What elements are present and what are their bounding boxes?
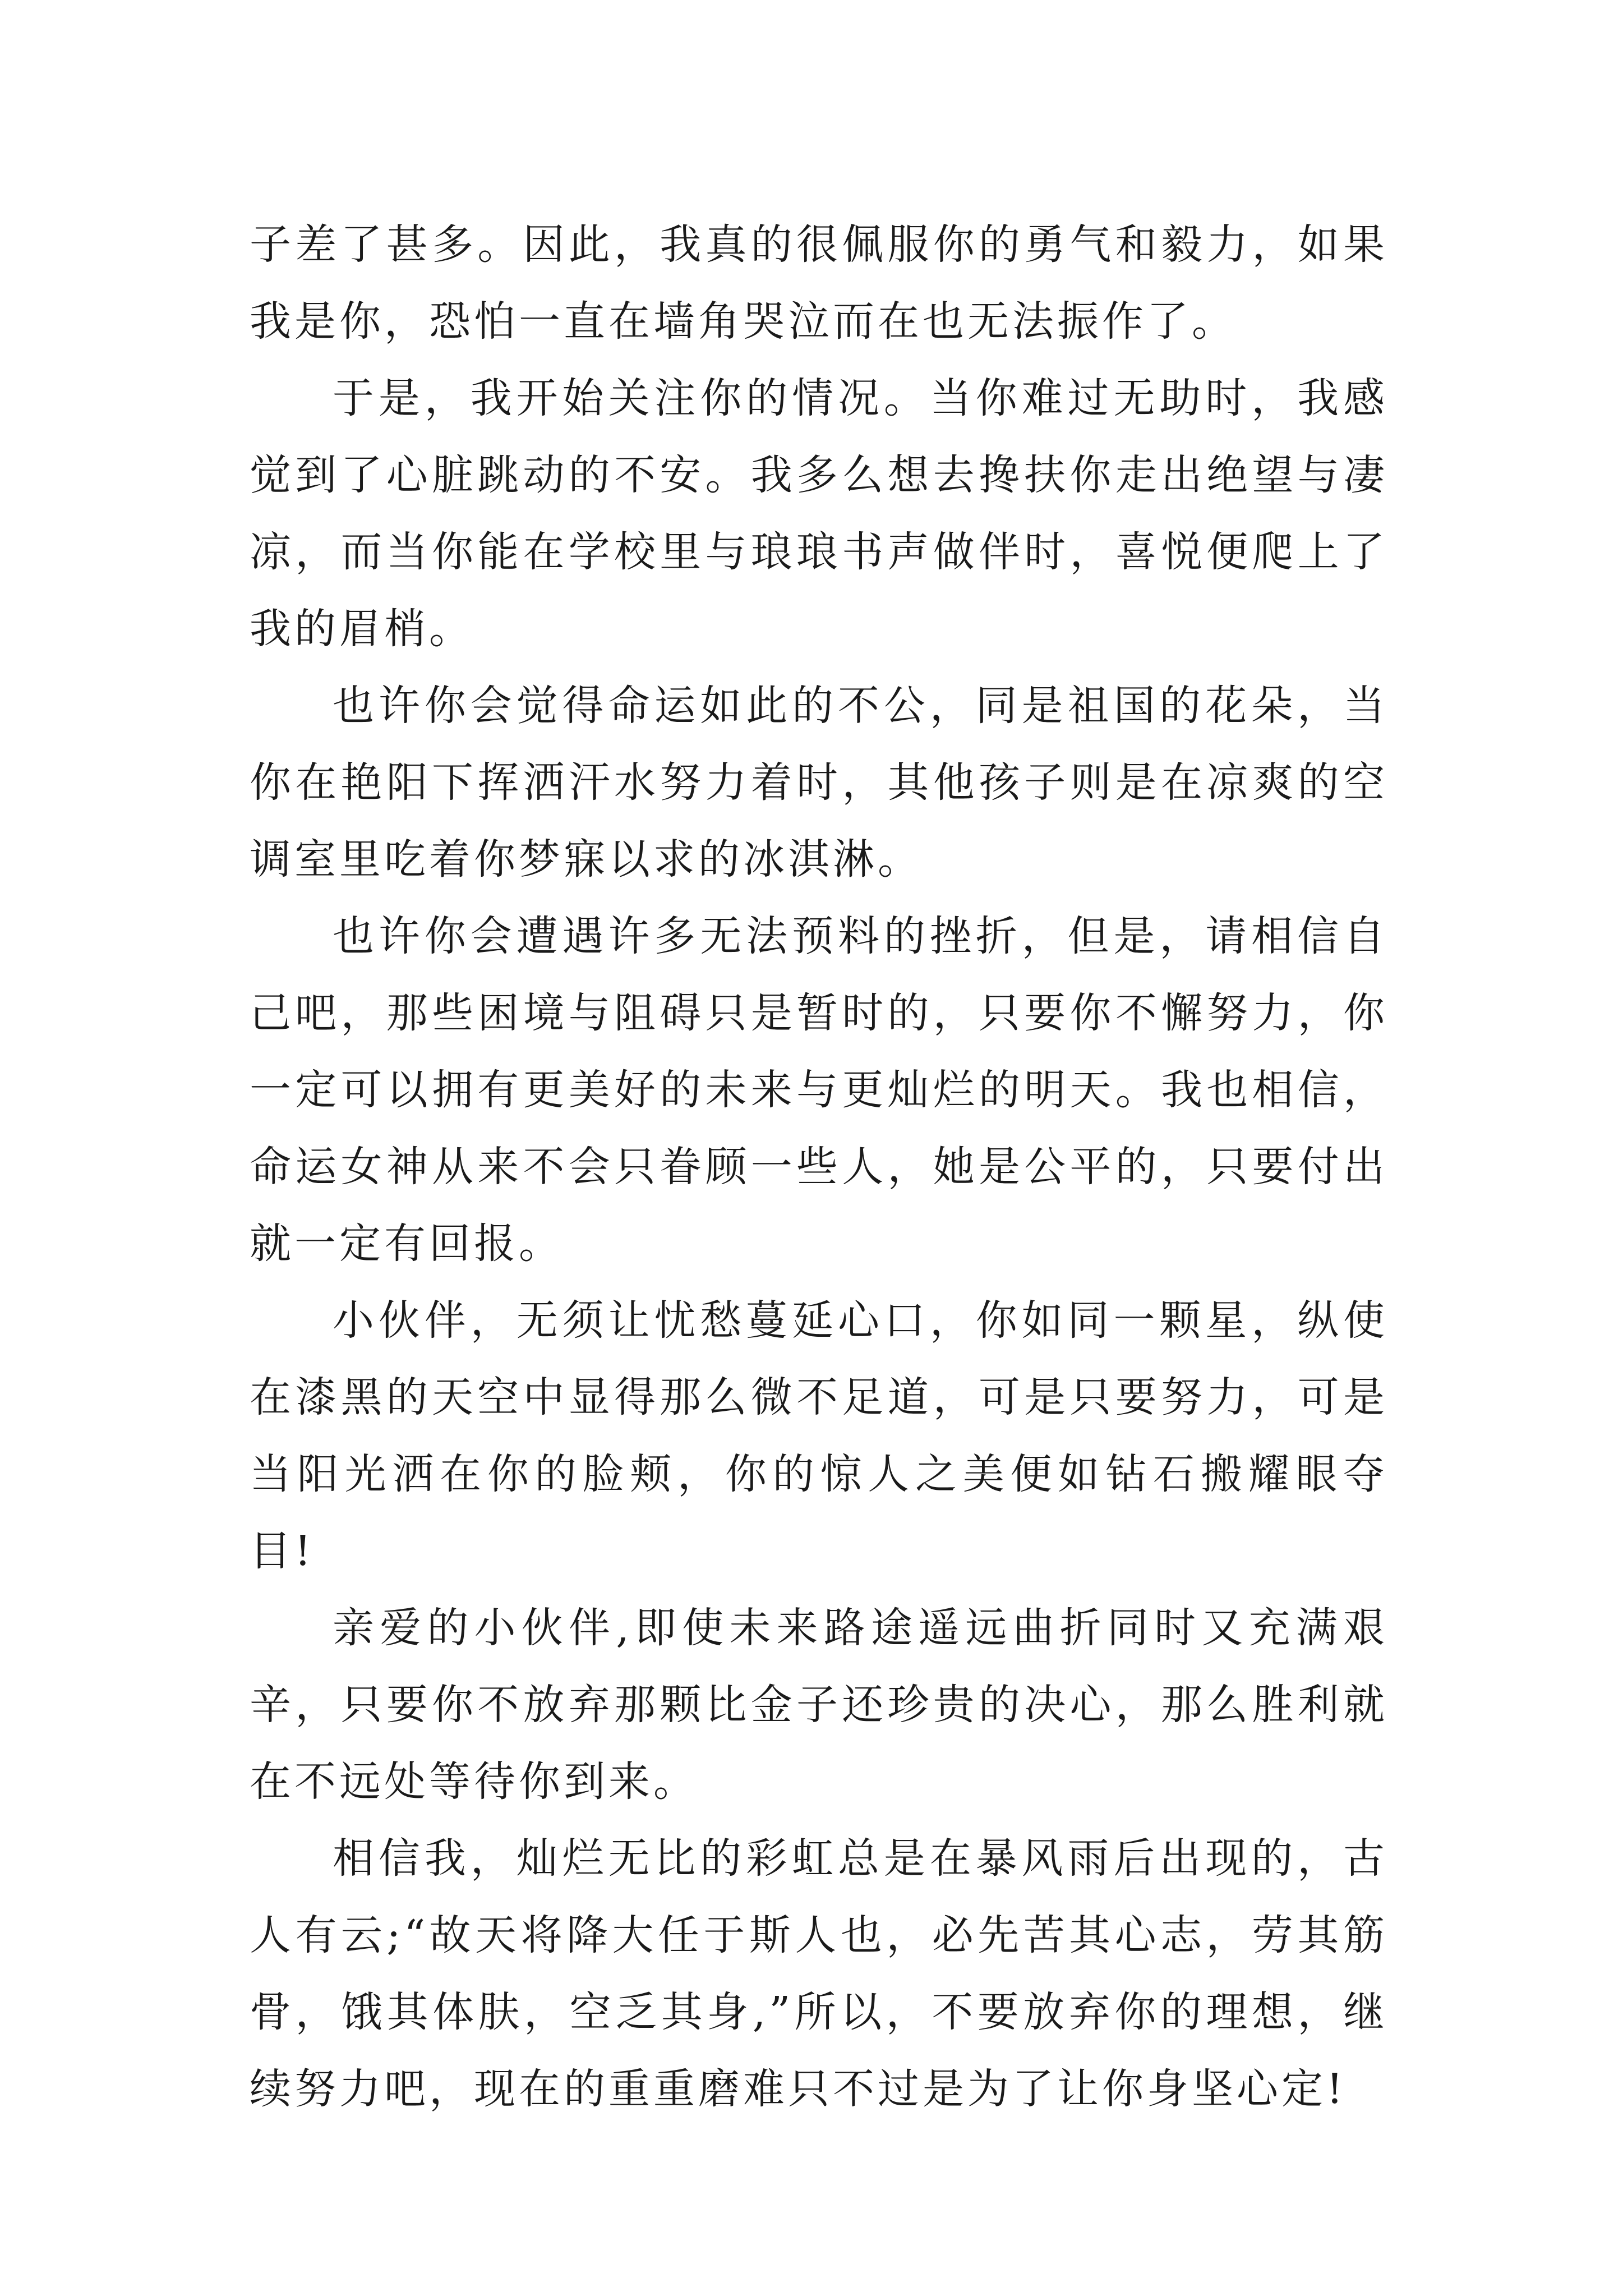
paragraph: 于是，我开始关注你的情况。当你难过无助时，我感觉到了心脏跳动的不安。我多么想去搀扶你走出绝望与凄凉，而当你能在学校里与琅琅书声做伴时，喜悦便爬上了我的眉梢。 — [250, 374, 1388, 653]
paragraph-continued: 子差了甚多。因此，我真的很佩服你的勇气和毅力，如果我是你，恐怕一直在墙角哭泣而在也无法振作了。 — [250, 220, 1388, 346]
paragraph: 小伙伴，无须让忧愁蔓延心口，你如同一颗星，纵使在漆黑的天空中显得那么微不足道，可是只要努力，可是当阳光洒在你的脸颊，你的惊人之美便如钻石搬耀眼夺目! — [250, 1296, 1388, 1575]
paragraph: 亲爱的小伙伴,即使未来路途遥远曲折同时又充满艰辛，只要你不放弃那颗比金子还珍贵的决心，那么胜利就在不远处等待你到来。 — [250, 1604, 1388, 1806]
paragraph: 相信我，灿烂无比的彩虹总是在暴风雨后出现的，古人有云;“故天将降大任于斯人也，必先苦其心志，劳其筋骨，饿其体肤，空乏其身,”所以，不要放弃你的理想，继续努力吧，现在的重重磨难只不过是为了让你身坚心定! — [250, 1834, 1388, 2113]
paragraph: 也许你会觉得命运如此的不公，同是祖国的花朵，当你在艳阳下挥洒汗水努力着时，其他孩子则是在凉爽的空调室里吃着你梦寐以求的冰淇淋。 — [250, 682, 1388, 884]
paragraph: 也许你会遭遇许多无法预料的挫折，但是，请相信自己吧，那些困境与阻碍只是暂时的，只要你不懈努力，你一定可以拥有更美好的未来与更灿烂的明天。我也相信，命运女神从来不会只眷顾一些人，她是公平的，只要付出就一定有回报。 — [250, 912, 1388, 1268]
body-text — [250, 206, 1388, 2128]
